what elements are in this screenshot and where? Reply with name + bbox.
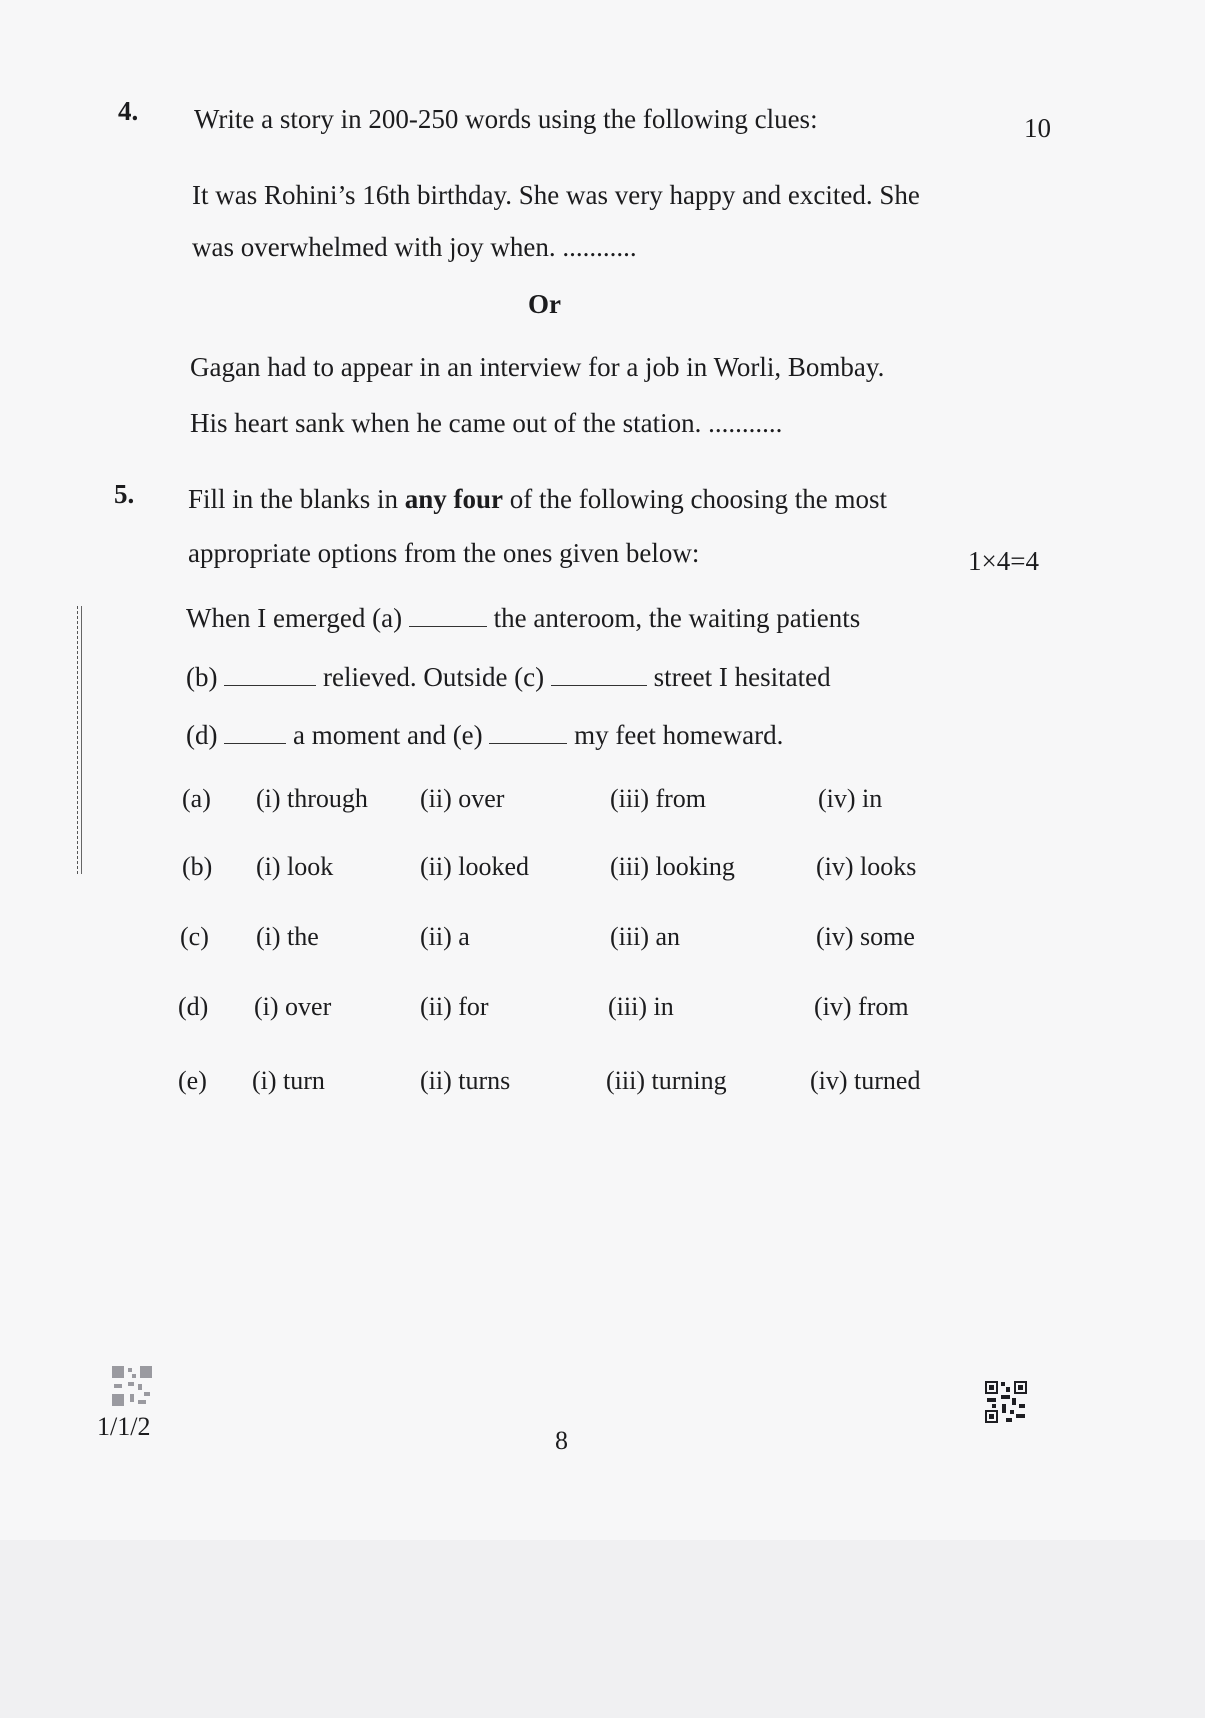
blank-e bbox=[489, 723, 567, 744]
option-choice: (i) through bbox=[256, 784, 368, 813]
option-label: (e) bbox=[178, 1066, 207, 1095]
option-row-d bbox=[0, 992, 1205, 1026]
option-choice: (i) turn bbox=[252, 1066, 325, 1095]
q5-prompt-emphasis: any four bbox=[404, 484, 504, 514]
option-choice: (iii) looking bbox=[610, 852, 735, 881]
option-choice: (ii) a bbox=[420, 922, 470, 951]
option-choice: (iii) an bbox=[610, 922, 681, 951]
option-choice: (ii) looked bbox=[420, 852, 530, 881]
option-choice: (iii) in bbox=[608, 992, 674, 1021]
option-row-b bbox=[0, 852, 1205, 886]
passage-line-2 bbox=[186, 662, 831, 693]
q4-clue2-line1: Gagan had to appear in an interview for a job in Worli, Bombay. bbox=[190, 352, 885, 382]
q4-clue1-line2: was overwhelmed with joy when. ........... bbox=[192, 232, 637, 262]
qr-code-left-icon bbox=[110, 1364, 154, 1408]
blank-c bbox=[551, 665, 647, 686]
blank-b bbox=[224, 665, 316, 686]
option-label: (b) bbox=[182, 852, 213, 881]
passage-l3-a: (d) bbox=[186, 720, 218, 750]
q4-clue1-line1: It was Rohini’s 16th birthday. She was very happy and excited. She bbox=[192, 180, 920, 210]
passage-l2-b: relieved. Outside (c) bbox=[322, 662, 545, 692]
passage-l1-a: When I emerged (a) bbox=[186, 603, 403, 633]
option-label: (c) bbox=[180, 922, 209, 951]
option-label: (d) bbox=[178, 992, 209, 1021]
margin-solid-line bbox=[81, 606, 82, 874]
q5-number: 5. bbox=[114, 479, 135, 509]
q5-prompt-line2: appropriate options from the ones given below: bbox=[188, 538, 700, 568]
passage-l3-c: my feet homeward. bbox=[574, 720, 784, 750]
blank-a bbox=[409, 606, 487, 627]
q5-marks: 1×4=4 bbox=[968, 546, 1039, 576]
q4-or: Or bbox=[528, 289, 561, 319]
option-choice: (iv) in bbox=[818, 784, 883, 813]
q4-marks: 10 bbox=[1024, 113, 1051, 143]
option-choice: (ii) for bbox=[420, 992, 489, 1021]
option-label: (a) bbox=[182, 784, 211, 813]
q5-prompt-start: Fill in the blanks in bbox=[188, 484, 399, 514]
q5-prompt-end: of the following choosing the most bbox=[509, 484, 887, 514]
blank-d bbox=[224, 723, 286, 744]
q4-clue2-line2: His heart sank when he came out of the station. ........... bbox=[190, 408, 783, 438]
option-choice: (iv) looks bbox=[816, 852, 917, 881]
option-choice: (ii) turns bbox=[420, 1066, 511, 1095]
option-choice: (iii) from bbox=[610, 784, 707, 813]
margin-dashed-line bbox=[77, 606, 78, 874]
passage-l1-b: the anteroom, the waiting patients bbox=[493, 603, 861, 633]
q4-number: 4. bbox=[118, 96, 139, 126]
option-choice: (iv) some bbox=[816, 922, 915, 951]
option-row-e bbox=[0, 1066, 1205, 1100]
option-choice: (iv) turned bbox=[810, 1066, 921, 1095]
paper-code: 1/1/2 bbox=[97, 1412, 151, 1441]
option-row-c bbox=[0, 922, 1205, 956]
passage-line-1 bbox=[186, 603, 860, 634]
option-choice: (i) over bbox=[254, 992, 332, 1021]
option-choice: (ii) over bbox=[420, 784, 505, 813]
q5-prompt bbox=[188, 484, 887, 515]
option-choice: (i) look bbox=[256, 852, 334, 881]
scanner-background bbox=[0, 1540, 1205, 1718]
passage-l2-c: street I hesitated bbox=[653, 662, 831, 692]
option-choice: (iv) from bbox=[814, 992, 909, 1021]
qr-code-right-icon bbox=[984, 1380, 1028, 1424]
q4-prompt: Write a story in 200-250 words using the following clues: bbox=[194, 104, 818, 134]
passage-l3-b: a moment and (e) bbox=[292, 720, 483, 750]
passage-l2-a: (b) bbox=[186, 662, 218, 692]
passage-line-3 bbox=[186, 720, 783, 751]
option-row-a bbox=[0, 784, 1205, 818]
page-number: 8 bbox=[555, 1426, 568, 1455]
option-choice: (i) the bbox=[256, 922, 319, 951]
option-choice: (iii) turning bbox=[606, 1066, 727, 1095]
